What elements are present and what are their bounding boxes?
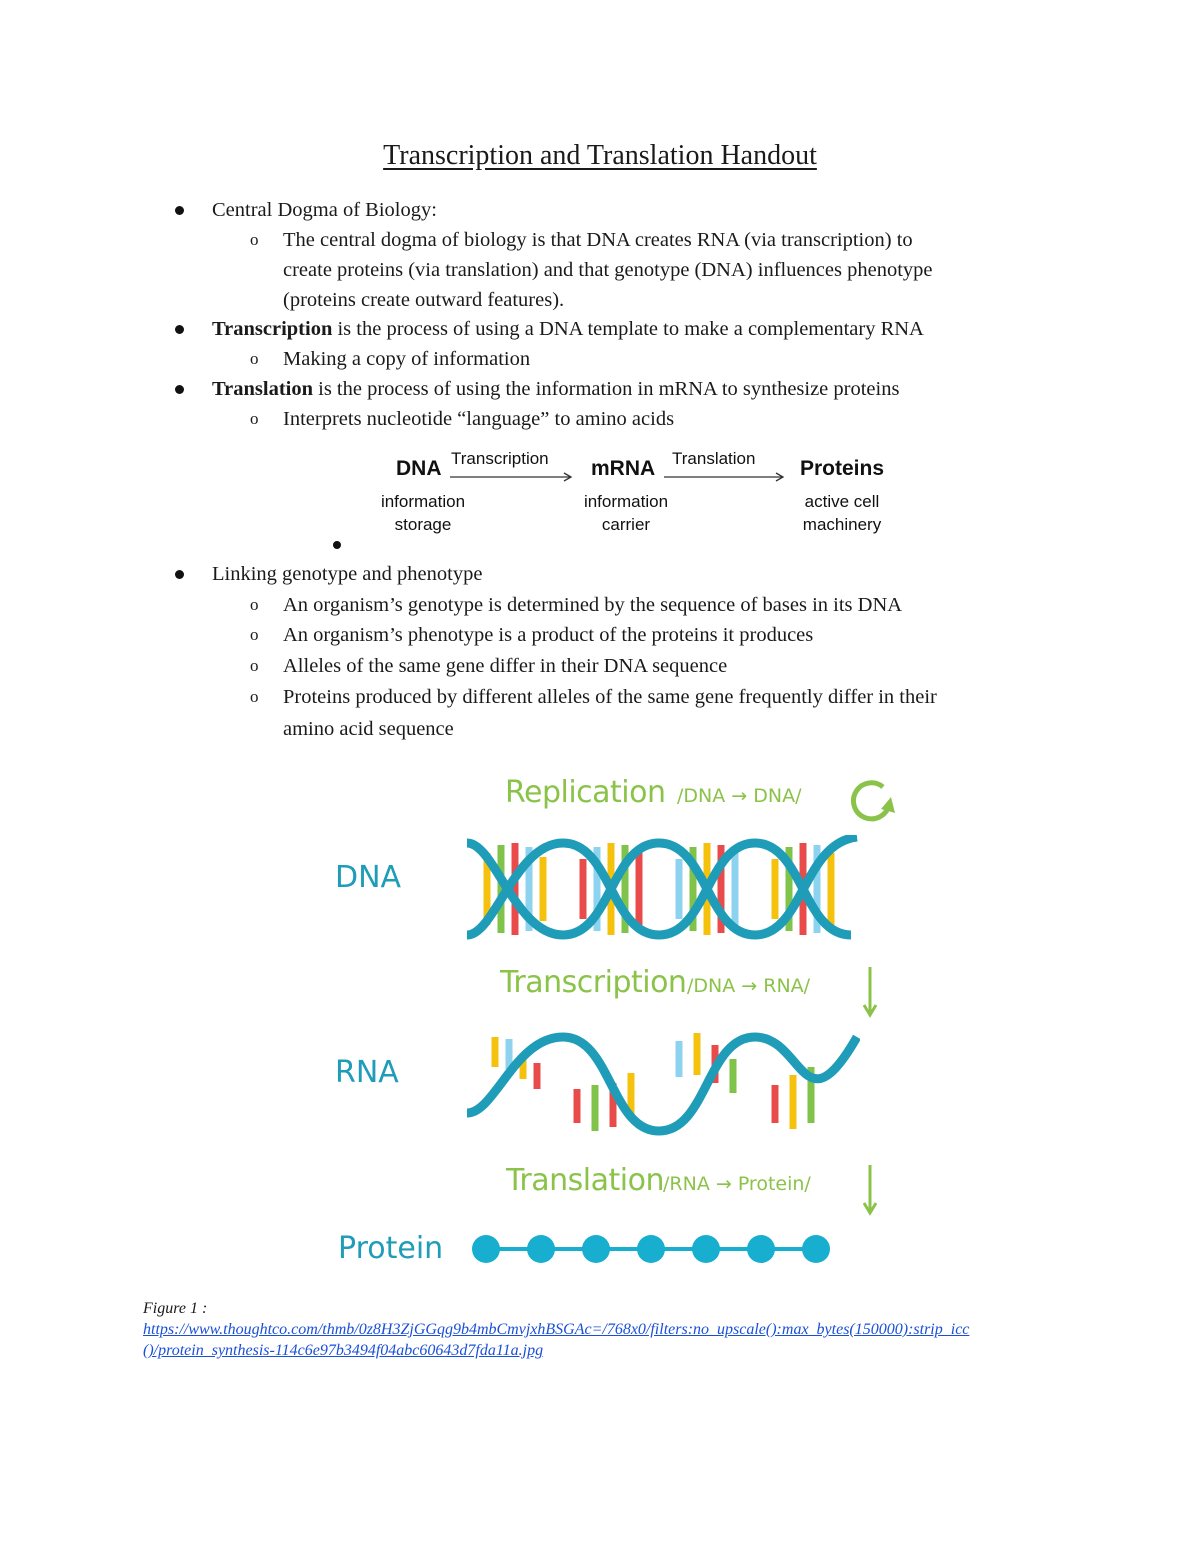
- bullet-dot-empty: [333, 541, 341, 549]
- protein-bead-chain-icon: [470, 1231, 840, 1267]
- figure-transcription-label: Transcription: [500, 965, 687, 1000]
- sub-bullet-text: An organism’s genotype is determined by the sequence of bases in its DNA: [283, 594, 903, 616]
- flow-dna-desc-line: storage: [394, 515, 452, 534]
- flow-dna-desc-line: information: [380, 492, 466, 511]
- flow-dna-desc: [363, 490, 483, 536]
- sub-bullet-marker: o: [250, 687, 259, 706]
- caption-link-line2: ()/protein_synthesis-114c6e97b3494f04abc60643d7fda11a.jpg: [143, 1342, 544, 1359]
- bullet-dot: [175, 206, 184, 215]
- flow-mrna: mRNA: [591, 457, 656, 480]
- bullet-transcription: [212, 314, 924, 344]
- flow-mrna-desc-line: information: [583, 492, 669, 511]
- figure-translation-sub: /RNA → Protein/: [663, 1173, 811, 1195]
- flow-dna: DNA: [396, 457, 442, 480]
- page-title: Transcription and Translation Handout: [383, 140, 817, 171]
- cycle-arrow-icon: [845, 777, 895, 823]
- flow-mrna-desc: [566, 490, 686, 536]
- bullet-dot: [175, 385, 184, 394]
- arrow-down-icon: [861, 967, 879, 1019]
- arrow-right-icon: [664, 470, 790, 484]
- sub-bullet-text: Proteins produced by different alleles of the same gene frequently differ in their: [283, 686, 937, 708]
- arrow-down-icon: [861, 1165, 879, 1217]
- sub-bullet-marker: o: [250, 625, 259, 644]
- caption-link-line1: https://www.thoughtco.com/thmb/0z8H3ZjGGqg9b4mbCmvjxhBSGAc=/768x0/filters:no_upscale():max_bytes(150000):strip_icc: [143, 1321, 970, 1338]
- term-transcription: Transcription: [212, 318, 333, 340]
- flow-proteins-desc-line: active cell: [804, 492, 880, 511]
- translation-definition: is the process of using the information in mRNA to synthesize proteins: [313, 378, 900, 400]
- sub-bullet-text: An organism’s phenotype is a product of the proteins it produces: [283, 624, 814, 646]
- arrow-right-icon: [450, 470, 578, 484]
- sub-bullet-marker: o: [250, 409, 259, 428]
- sub-bullet-text: The central dogma of biology is that DNA creates RNA (via transcription) to: [283, 229, 913, 251]
- figure-transcription-sub: /DNA → RNA/: [687, 975, 811, 997]
- term-translation: Translation: [212, 378, 313, 400]
- sub-bullet-text: (proteins create outward features).: [283, 289, 565, 311]
- sub-bullet-text: Making a copy of information: [283, 348, 531, 370]
- sub-bullet-marker: o: [250, 230, 259, 249]
- sub-bullet-text: amino acid sequence: [283, 718, 454, 740]
- central-dogma-figure: [320, 765, 920, 1285]
- flow-proteins-desc: [782, 490, 902, 536]
- figure-dna-label: DNA: [335, 860, 402, 895]
- flow-mrna-desc-line: carrier: [601, 515, 651, 534]
- bullet-linking: Linking genotype and phenotype: [212, 563, 483, 585]
- caption-link[interactable]: [143, 1321, 969, 1359]
- sub-bullet-text: create proteins (via translation) and that genotype (DNA) influences phenotype: [283, 259, 933, 281]
- bullet-central-dogma: Central Dogma of Biology:: [212, 199, 437, 221]
- caption-label: Figure 1 :: [143, 1300, 208, 1317]
- figure-replication-sub: /DNA → DNA/: [677, 785, 802, 807]
- figure-replication-label: Replication: [505, 775, 666, 810]
- dna-double-helix-icon: [465, 835, 860, 945]
- sub-bullet-marker: o: [250, 656, 259, 675]
- transcription-definition: is the process of using a DNA template to make a complementary RNA: [332, 318, 924, 340]
- bullet-dot: [175, 570, 184, 579]
- flow-proteins: Proteins: [800, 457, 885, 480]
- flow-arrow1-label: Transcription: [451, 449, 549, 468]
- figure-caption: [143, 1298, 1063, 1361]
- flow-proteins-desc-line: machinery: [802, 515, 882, 534]
- figure-protein-label: Protein: [338, 1231, 444, 1266]
- sub-bullet-text: Alleles of the same gene differ in their DNA sequence: [283, 655, 728, 677]
- sub-bullet-marker: o: [250, 595, 259, 614]
- sub-bullet-text: Interprets nucleotide “language” to amino acids: [283, 408, 675, 430]
- figure-rna-label: RNA: [335, 1055, 399, 1090]
- flow-arrow2-label: Translation: [672, 449, 756, 468]
- bullet-dot: [175, 325, 184, 334]
- rna-single-strand-icon: [465, 1027, 860, 1137]
- figure-translation-label: Translation: [506, 1163, 664, 1198]
- bullet-translation: [212, 374, 899, 404]
- sub-bullet-marker: o: [250, 349, 259, 368]
